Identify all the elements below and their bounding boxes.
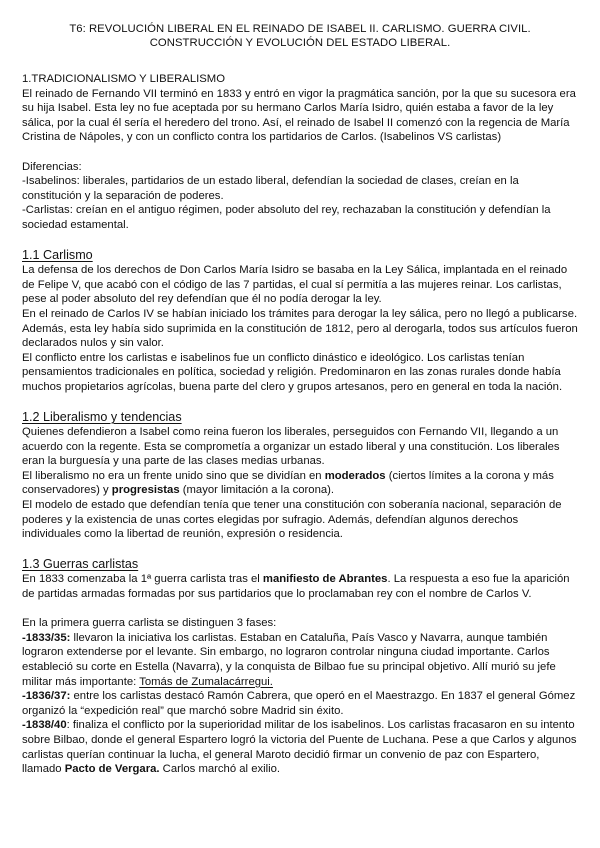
name-zumalacarregui: Tomás de Zumalacárregui. [139,675,273,688]
difference-carlistas: -Carlistas: creían en el antiguo régimen, poder absoluto del rey, rechazaban la constitución y defendían la sociedad estamental. [22,204,551,231]
difference-isabelinos: -Isabelinos: liberales, partidarios de un estado liberal, defendían la sociedad de clases, creían en la constitución y la separación de poderes. [22,175,519,202]
term-moderados: moderados [324,469,386,482]
paragraph: Quienes defendieron a Isabel como reina fueron los liberales, perseguidos con Fernando VII, llegando a un acuerdo con la regente. Esta se comprometía a organizar un estado liberal y una constitución. Los liberales eran la burguesía y una parte de las clases medias urbanas. [22,426,560,468]
phase-1833-35: -1833/35: llevaron la iniciativa los carlistas. Estaban en Cataluña, País Vasco y Navarra, aunque también lograron extenderse por el levante. Sin embargo, no lograron controlar ninguna ciudad importante. Carlos estableció su corte en Estella (Navarra), y la conquista de Bilbao fue su principal objetivo. Allí murió su jefe militar más importante: Tomás de Zumalacárregui. [22,631,556,688]
differences-label: Diferencias: [22,160,82,173]
term-progresistas: progresistas [111,484,180,497]
subsection-heading: 1.2 Liberalismo y tendencias [22,410,182,425]
paragraph: En la primera guerra carlista se distinguen 3 fases: [22,617,277,630]
term-pacto-vergara: Pacto de Vergara. [64,763,160,776]
subsection-heading: 1.3 Guerras carlistas [22,557,139,572]
paragraph: El modelo de estado que defendían tenía que tener una constitución con soberanía nacional, separación de poderes y la existencia de unas cortes elegidas por sufragio. Además, defendían algunos derechos individuales como la libertad de reunión, expresión o residencia. [22,499,562,541]
phase-1838-40: -1838/40: finaliza el conflicto por la superioridad militar de los isabelinos. Los carlistas fracasaron en su intento sobre Bilbao, donde el general Espartero logró la victoria del Puente de Luchana. Pese a que Carlos y algunos carlistas querían continuar la lucha, el general Maroto decidió firmar un convenio de paz con Espartero, llamado Pacto de Vergara. Carlos marchó al exilio. [22,719,577,776]
paragraph: La defensa de los derechos de Don Carlos María Isidro se basaba en la Ley Sálica, implantada en el reinado de Felipe V, que acabó con el código de las 7 partidas, el cual sí permitía a las mujeres reinar. Los carlistas, pese al poder absoluto del rey defendían que él no podía derogar la ley. [22,264,568,306]
phase-1836-37: -1836/37: entre los carlistas destacó Ramón Cabrera, que operó en el Maestrazgo. En 1837 el general Gómez organizó la “expedición real” que marchó sobre Madrid sin éxito. [22,690,576,717]
section-guerras-carlistas [22,556,578,776]
term-manifiesto-abrantes: manifiesto de Abrantes [262,573,388,586]
section-heading: 1.TRADICIONALISMO Y LIBERALISMO [22,73,225,85]
paragraph: El conflicto entre los carlistas e isabelinos fue un conflicto dinástico e ideológico. Los carlistas tenían pensamientos tradicionales en política, sociedad y religión. Predominaron en las zonas rurales donde había muchos propietarios agrícolas, buena parte del clero y grupos artesanos, pero en general en toda la nación. [22,351,563,393]
paragraph: El liberalismo no era un frente unido sino que se dividían en moderados (ciertos límites a la corona y más conservadores) y progresistas (mayor limitación a la corona). [22,469,554,497]
subsection-heading: 1.1 Carlismo [22,248,93,263]
section-carlismo [22,247,578,394]
paragraph: En el reinado de Carlos IV se habían iniciado los trámites para derogar la ley sálica, pero no llegó a publicarse. Además, esta ley había sido suprimida en la constitución de 1812, pero al derogarla, todos sus artículos fueron declarados nulos y sin valor. [22,307,578,350]
section-tradicionalismo-liberalismo [22,72,578,233]
paragraph: El reinado de Fernando VII terminó en 1833 y entró en vigor la pragmática sanción, por la que su sucesora era su hija Isabel. Esta ley no fue aceptada por su hermano Carlos María Isidro, quién estaba a favor de la ley sálica, por la cual él sería el heredero del trono. Así, el reinado de Isabel II comenzó con la regencia de María Cristina de Nápoles, y con un conflicto contra los partidarios de Carlos. (Isabelinos VS carlistas) [22,87,576,144]
paragraph: En 1833 comenzaba la 1ª guerra carlista tras el manifiesto de Abrantes. La respuesta a eso fue la aparición de partidas armadas formadas por sus partidarios que lo proclamaban rey con el nombre de Carlos V. [22,573,570,600]
section-liberalismo-tendencias [22,409,578,542]
document-title: T6: REVOLUCIÓN LIBERAL EN EL REINADO DE ISABEL II. CARLISMO. GUERRA CIVIL. CONSTRUCCIÓN Y EVOLUCIÓN DEL ESTADO LIBERAL. [69,23,531,49]
